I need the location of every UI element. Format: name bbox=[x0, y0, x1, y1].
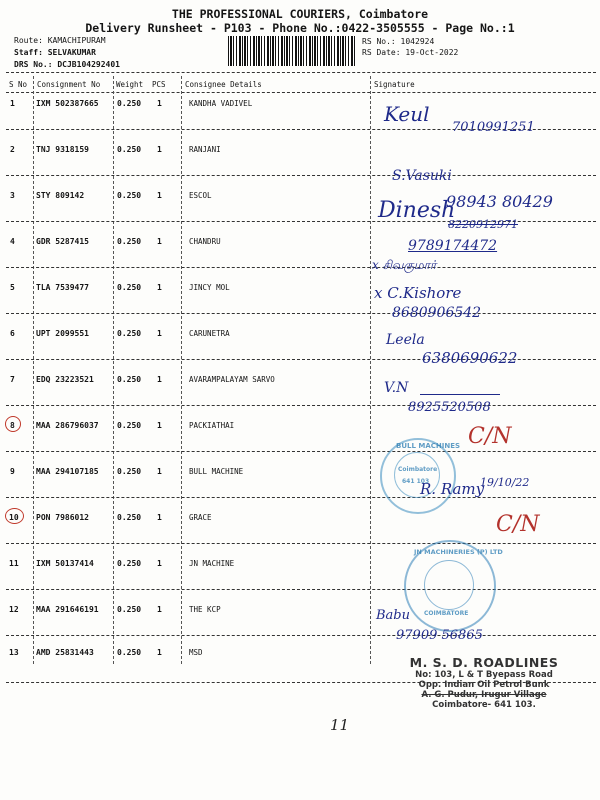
row-consignee: JN MACHINE bbox=[189, 559, 235, 568]
runsheet-subtitle: Delivery Runsheet - P103 - Phone No.:0422-3505555 - Page No.:1 bbox=[85, 21, 515, 35]
row-consignee: GRACE bbox=[189, 513, 212, 522]
row-consignee: CARUNETRA bbox=[189, 329, 230, 338]
row-weight: 0.250 bbox=[117, 375, 142, 384]
row-consignee: BULL MACHINE bbox=[189, 467, 244, 476]
row-separator bbox=[6, 267, 596, 268]
row-sno: 13 bbox=[9, 648, 19, 657]
column-divider bbox=[113, 76, 114, 664]
row-consignee: THE KCP bbox=[189, 605, 221, 614]
row-pcs: 1 bbox=[157, 559, 162, 568]
row-consignee: KANDHA VADIVEL bbox=[189, 99, 253, 108]
rs-no-line bbox=[362, 37, 434, 46]
row-consignment: MAA 286796037 bbox=[36, 421, 99, 430]
row-pcs: 1 bbox=[157, 191, 162, 200]
route-label: Route: bbox=[14, 36, 43, 45]
col-header-consignment: Consignment No bbox=[37, 80, 101, 89]
handwritten-signature: Keul bbox=[384, 102, 430, 126]
staff-line bbox=[14, 48, 96, 57]
stamp-address-line: Opp. Indian Oil Petrol Bunk bbox=[418, 680, 550, 690]
row-pcs: 1 bbox=[157, 605, 162, 614]
col-header-pcs: PCS bbox=[152, 80, 166, 89]
runsheet-title: THE PROFESSIONAL COURIERS, Coimbatore bbox=[171, 7, 429, 21]
row-sno: 1 bbox=[10, 99, 15, 108]
row-sno: 11 bbox=[9, 559, 19, 568]
col-header-sno: S No bbox=[9, 80, 28, 89]
row-separator bbox=[6, 635, 596, 636]
row-separator bbox=[6, 589, 596, 590]
row-pcs: 1 bbox=[157, 329, 162, 338]
row-sno: 12 bbox=[9, 605, 19, 614]
row-weight: 0.250 bbox=[117, 191, 142, 200]
handwritten-cn-note: C/N bbox=[468, 424, 512, 449]
route-value: KAMACHIPURAM bbox=[47, 36, 106, 45]
handwritten-name: Babu bbox=[376, 608, 410, 623]
handwritten-stroke bbox=[420, 394, 500, 395]
roadlines-stamp bbox=[398, 655, 570, 710]
row-consignment: IXM 50137414 bbox=[36, 559, 94, 568]
row-weight: 0.250 bbox=[117, 329, 142, 338]
row-pcs: 1 bbox=[157, 648, 162, 657]
row-consignee: RANJANI bbox=[189, 145, 221, 154]
row-weight: 0.250 bbox=[117, 467, 142, 476]
rs-date-label: RS Date: bbox=[362, 48, 401, 57]
handwritten-phone: 98943 80429 bbox=[446, 192, 553, 211]
stamp-text: Coimbatore bbox=[398, 466, 438, 473]
row-consignment: TLA 7539477 bbox=[36, 283, 89, 292]
drs-value: DCJB104292401 bbox=[57, 60, 120, 69]
row-consignment: MAA 291646191 bbox=[36, 605, 99, 614]
row-weight: 0.250 bbox=[117, 283, 142, 292]
row-weight: 0.250 bbox=[117, 145, 142, 154]
row-weight: 0.250 bbox=[117, 421, 142, 430]
row-pcs: 1 bbox=[157, 145, 162, 154]
handwritten-phone: 8925520508 bbox=[408, 400, 491, 415]
row-pcs: 1 bbox=[157, 421, 162, 430]
row-consignee: CHANDRU bbox=[189, 237, 221, 246]
handwritten-mark: 11 bbox=[330, 716, 350, 734]
row-separator bbox=[6, 405, 596, 406]
stamp-text: COIMBATORE bbox=[424, 610, 469, 617]
handwritten-phone: 6380690622 bbox=[422, 349, 518, 367]
handwritten-signature: Dinesh bbox=[378, 198, 456, 223]
rs-date-line bbox=[362, 48, 458, 57]
row-sno: 5 bbox=[10, 283, 15, 292]
row-separator bbox=[6, 313, 596, 314]
table-top-rule bbox=[6, 72, 596, 73]
row-pcs: 1 bbox=[157, 375, 162, 384]
column-divider bbox=[33, 76, 34, 664]
row-separator bbox=[6, 543, 596, 544]
row-weight: 0.250 bbox=[117, 605, 142, 614]
row-consignment: STY 809142 bbox=[36, 191, 85, 200]
handwritten-name: x C.Kishore bbox=[374, 284, 462, 302]
row-sno: 9 bbox=[10, 467, 15, 476]
column-divider bbox=[370, 76, 371, 664]
col-header-weight: Weight bbox=[116, 80, 144, 89]
row-sno: 7 bbox=[10, 375, 15, 384]
stamp-text: 641 103 bbox=[402, 478, 430, 485]
route-line bbox=[14, 36, 106, 45]
col-header-signature: Signature bbox=[374, 80, 415, 89]
row-consignment: TNJ 9318159 bbox=[36, 145, 89, 154]
row-separator bbox=[6, 451, 596, 452]
col-header-consignee: Consignee Details bbox=[185, 80, 262, 89]
drs-label: DRS No.: bbox=[14, 60, 53, 69]
stamp-company-name: M. S. D. ROADLINES bbox=[409, 655, 559, 670]
stamp-text: JN MACHINERIES (P) LTD bbox=[414, 548, 503, 556]
handwritten-tamil-signature: x சிவகுமார் bbox=[372, 258, 437, 272]
row-consignment: MAA 294107185 bbox=[36, 467, 99, 476]
row-weight: 0.250 bbox=[117, 513, 142, 522]
row-pcs: 1 bbox=[157, 237, 162, 246]
handwritten-name: S.Vasuki bbox=[392, 168, 452, 184]
handwritten-phone: 8680906542 bbox=[392, 305, 482, 321]
handwritten-cn-note: C/N bbox=[496, 512, 540, 537]
row-sno: 10 bbox=[9, 513, 19, 522]
handwritten-date: 19/10/22 bbox=[480, 476, 530, 489]
row-consignment: AMD 25831443 bbox=[36, 648, 94, 657]
row-separator bbox=[6, 175, 596, 176]
stamp-text: BULL MACHINES bbox=[396, 442, 461, 450]
row-weight: 0.250 bbox=[117, 99, 142, 108]
row-weight: 0.250 bbox=[117, 559, 142, 568]
row-consignment: IXM 502387665 bbox=[36, 99, 99, 108]
handwritten-phone: 8220912971 bbox=[448, 218, 518, 231]
row-separator bbox=[6, 497, 596, 498]
row-weight: 0.250 bbox=[117, 648, 142, 657]
handwritten-phone: 9789174472 bbox=[408, 238, 498, 254]
table-header-rule bbox=[6, 92, 596, 93]
row-pcs: 1 bbox=[157, 283, 162, 292]
handwritten-signature: Leela bbox=[386, 332, 425, 348]
handwritten-signature: R. Ramy bbox=[420, 480, 485, 498]
stamp-address-line: Coimbatore- 641 103. bbox=[432, 700, 536, 710]
staff-value: SELVAKUMAR bbox=[47, 48, 96, 57]
handwritten-phone: 97909 56865 bbox=[396, 628, 483, 643]
column-divider bbox=[181, 76, 182, 664]
row-sno: 8 bbox=[10, 421, 15, 430]
handwritten-name: V.N bbox=[384, 380, 409, 396]
rs-no-value: 1042924 bbox=[400, 37, 435, 46]
stamp-address-line: A. G. Pudur, Irugur Village bbox=[421, 690, 547, 700]
row-consignment: PON 7986012 bbox=[36, 513, 89, 522]
row-consignee: JINCY MOL bbox=[189, 283, 230, 292]
row-consignment: EDQ 23223521 bbox=[36, 375, 94, 384]
row-consignment: UPT 2099551 bbox=[36, 329, 89, 338]
stamp-address-line: No: 103, L & T Byepass Road bbox=[415, 670, 553, 680]
row-pcs: 1 bbox=[157, 467, 162, 476]
row-pcs: 1 bbox=[157, 99, 162, 108]
drs-line bbox=[14, 60, 120, 69]
row-consignee: ESCOL bbox=[189, 191, 212, 200]
row-consignment: GDR 5287415 bbox=[36, 237, 89, 246]
rs-no-label: RS No.: bbox=[362, 37, 396, 46]
row-sno: 4 bbox=[10, 237, 15, 246]
barcode bbox=[228, 36, 356, 66]
row-pcs: 1 bbox=[157, 513, 162, 522]
row-sno: 2 bbox=[10, 145, 15, 154]
row-sno: 3 bbox=[10, 191, 15, 200]
staff-label: Staff: bbox=[14, 48, 43, 57]
rs-date-value: 19-Oct-2022 bbox=[405, 48, 459, 57]
row-weight: 0.250 bbox=[117, 237, 142, 246]
row-consignee: PACKIATHAI bbox=[189, 421, 235, 430]
row-consignee: AVARAMPALAYAM SARVO bbox=[189, 375, 275, 384]
handwritten-phone: 7010991251 bbox=[452, 120, 535, 135]
row-consignee: MSD bbox=[189, 648, 203, 657]
jn-machineries-stamp-inner bbox=[424, 560, 474, 610]
row-sno: 6 bbox=[10, 329, 15, 338]
